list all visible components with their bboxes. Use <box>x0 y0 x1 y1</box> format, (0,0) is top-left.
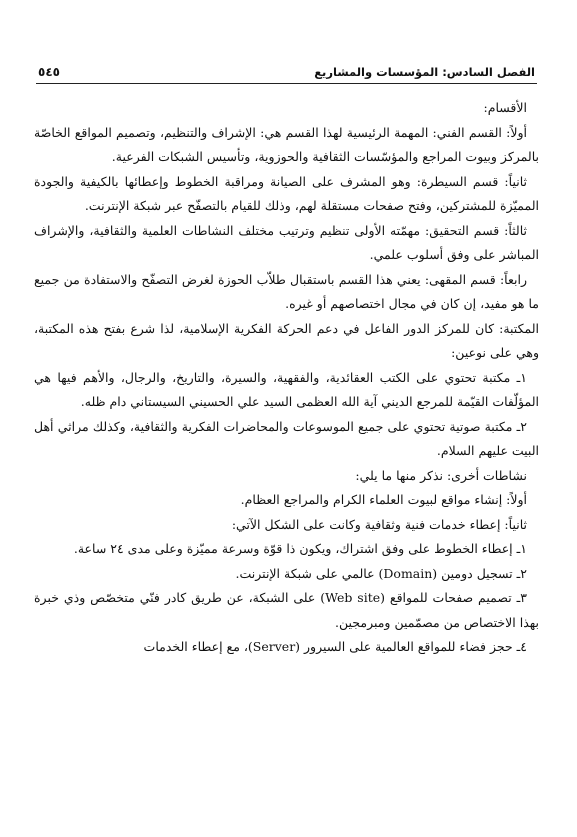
list-item-activity-1: أولاً: إنشاء مواقع لبيوت العلماء الكرام والمراجع العظام. <box>240 492 527 507</box>
paragraph-library: المكتبة: كان للمركز الدور الفاعل في دعم الحركة الفكرية الإسلامية، لذا شرع بفتح هذه المكتبة، وهي على نوعين: <box>34 320 539 360</box>
section-heading: الأقسام: <box>483 100 527 115</box>
paragraph-cafe-dept: رابعاً: قسم المقهى: يعني هذا القسم باستقبال طلاّب الحوزة لغرض التصفّح والاستفادة من جميع ما هو مفيد، إن كان في مجال اختصاصهم أو غيره. <box>34 271 539 311</box>
paragraph-control-dept: ثانياً: قسم السيطرة: وهو المشرف على الصيانة ومراقبة الخطوط وإعطائها بالكيفية والجودة المميّزة للمشتركين، وفتح صفحات مستقلة لهم، وذلك للقيام بالتصفّح عبر شبكة الإنترنت. <box>34 173 539 213</box>
chapter-title: الفصل السادس: المؤسسات والمشاريع <box>314 65 535 79</box>
list-item-service-4: ٤ـ حجز فضاء للمواقع العالمية على السيرور (Server)، مع إعطاء الخدمات <box>143 639 527 654</box>
page-number: ٥٤٥ <box>38 65 60 79</box>
list-item-library-1: ١ـ مكتبة تحتوي على الكتب العقائدية، والفقهية، والسيرة، والتاريخ، والرجال، والأهم فيها هي المؤلّفات القيّمة للمرجع الديني آية الله العظمى السيد علي الحسيني السيستاني دام ظله. <box>34 369 539 409</box>
running-header <box>38 58 535 80</box>
page-body <box>34 96 539 660</box>
paragraph-research-dept: ثالثاً: قسم التحقيق: مهمّته الأولى تنظيم وترتيب مختلف النشاطات العلمية والثقافية، والإشراف المباشر على وفق أسلوب علمي. <box>34 222 539 262</box>
paragraph-other-activities: نشاطات أخرى: نذكر منها ما يلي: <box>355 467 527 483</box>
paragraph-technical-dept: أولاً: القسم الفني: المهمة الرئيسية لهذا القسم هي: الإشراف والتنظيم، وتصميم المواقع الخاصّة بالمركز وبيوت المراجع والمؤسّسات الثقافية والحوزوية، وتأسيس الشبكات الفرعية. <box>34 124 539 164</box>
list-item-service-3: ٣ـ تصميم صفحات للمواقع (Web site) على الشبكة، عن طريق كادر فنّي متخصّص وذي خبرة بهذا الاختصاص من مصمّمين ومبرمجين. <box>34 590 539 630</box>
list-item-library-2: ٢ـ مكتبة صوتية تحتوي على جميع الموسوعات والمحاضرات الفكرية والثقافية، وكذلك مراثي أهل البيت عليهم السلام. <box>34 418 539 458</box>
list-item-service-1: ١ـ إعطاء الخطوط على وفق اشتراك، ويكون ذا قوّة وسرعة مميّزة وعلى مدى ٢٤ ساعة. <box>73 541 527 556</box>
header-divider <box>36 83 537 84</box>
list-item-service-2: ٢ـ تسجيل دومين (Domain) عالمي على شبكة الإنترنت. <box>235 565 527 581</box>
list-item-activity-2: ثانياً: إعطاء خدمات فنية وثقافية وكانت على الشكل الآتي: <box>231 516 527 532</box>
